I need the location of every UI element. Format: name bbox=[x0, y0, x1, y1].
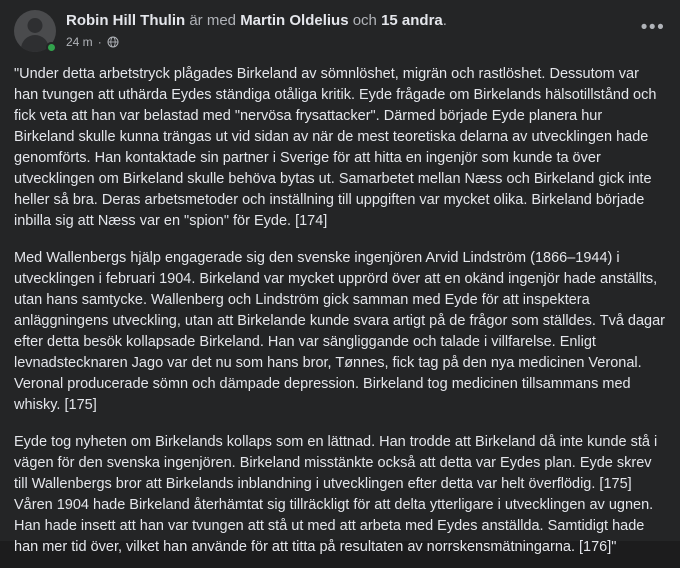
post-byline-period: . bbox=[442, 12, 447, 29]
post-header bbox=[0, 0, 680, 56]
post-timestamp[interactable]: 24 m bbox=[66, 35, 93, 49]
post-header-text bbox=[66, 10, 666, 50]
post-paragraph: Eyde tog nyheten om Birkelands kollaps som en lättnad. Han trodde att Birkeland då inte kunde stå i vägen för den svenska ingenjören. Birkeland misstänkte också att detta var Eydes plan. Eyde skrev till Wallenbergs bror att Birkelands inblandning i utvecklingen efter detta var helt överflödig. [175] Våren 1904 hade Birkeland återhämtat sig tillräckligt för att delta ytterligare i utvecklingen av ugnen. Han hade insett att han var tvungen att stå ut med att arbeta med Eydes anställda. Samtidigt hade han mer tid över, vilket han använde för att titta på resultaten av norrskensmätningarna. [176]" bbox=[14, 434, 658, 555]
globe-icon[interactable] bbox=[107, 36, 119, 48]
post-meta bbox=[66, 34, 666, 50]
meta-separator: · bbox=[97, 35, 102, 49]
others-count-link[interactable]: 15 andra bbox=[381, 12, 443, 29]
post-with-text: är med bbox=[189, 12, 237, 29]
post-options-button[interactable]: ••• bbox=[640, 16, 666, 38]
post-body bbox=[0, 56, 680, 568]
post-author-name[interactable]: Robin Hill Thulin bbox=[66, 12, 186, 29]
post-and-text: och bbox=[352, 12, 377, 29]
avatar[interactable] bbox=[14, 10, 56, 52]
post-paragraph: Med Wallenbergs hjälp engagerade sig den svenske ingenjören Arvid Lindström (1866–1944) i utvecklingen i februari 1904. Birkeland var mycket upprörd över att en okänd ingenjör hade anställts, utan hans samtycke. Wallenberg och Lindström gick samman med Eyde för att inspektera anläggningens utveckling, utan att Birkelande kunde svara artigt på de frågor som ställdes. Två dagar efter detta besök kollapsade Birkeland. Han var sängliggande och talade i villfarelse. Enligt levnadstecknaren Jago var det nu som hans bror, Tønnes, fick tag på den nya medicinen Veronal. Veronal producerade sömn och dämpade depression. Birkeland tog medicinen tillsammans med whisky. [175] bbox=[14, 250, 666, 413]
avatar-head-shape bbox=[28, 18, 43, 33]
avatar-body-shape bbox=[21, 35, 49, 52]
post-byline bbox=[66, 11, 666, 31]
online-status-indicator bbox=[46, 42, 57, 53]
tagged-person-link[interactable]: Martin Oldelius bbox=[240, 12, 349, 29]
post-paragraph: "Under detta arbetstryck plågades Birkeland av sömnlöshet, migrän och rastlöshet. Dessutom var han tvungen att uthärda Eydes ständiga otåliga kritik. Eyde frågade om Birkelands hälsotillstånd och fick veta att han var belastad med "nervösa frysattacker". Därmed började Eyde planera hur Birkeland skulle kunna trängas ut vid sidan av när de mest teoretiska delarna av utvecklingen hade genomförts. Han kontaktade sin partner i Sverige för att hitta en ingenjör som kunde ta över utvecklingen om Birkeland skulle behöva bytas ut. Samarbetet mellan Næss och Birkeland gick inte heller så bra. Deras arbetsmetoder och inställning till uppgiften var mycket olika. Birkeland började inbilla sig att Næss var en "spion" för Eyde. [174] bbox=[14, 66, 657, 229]
